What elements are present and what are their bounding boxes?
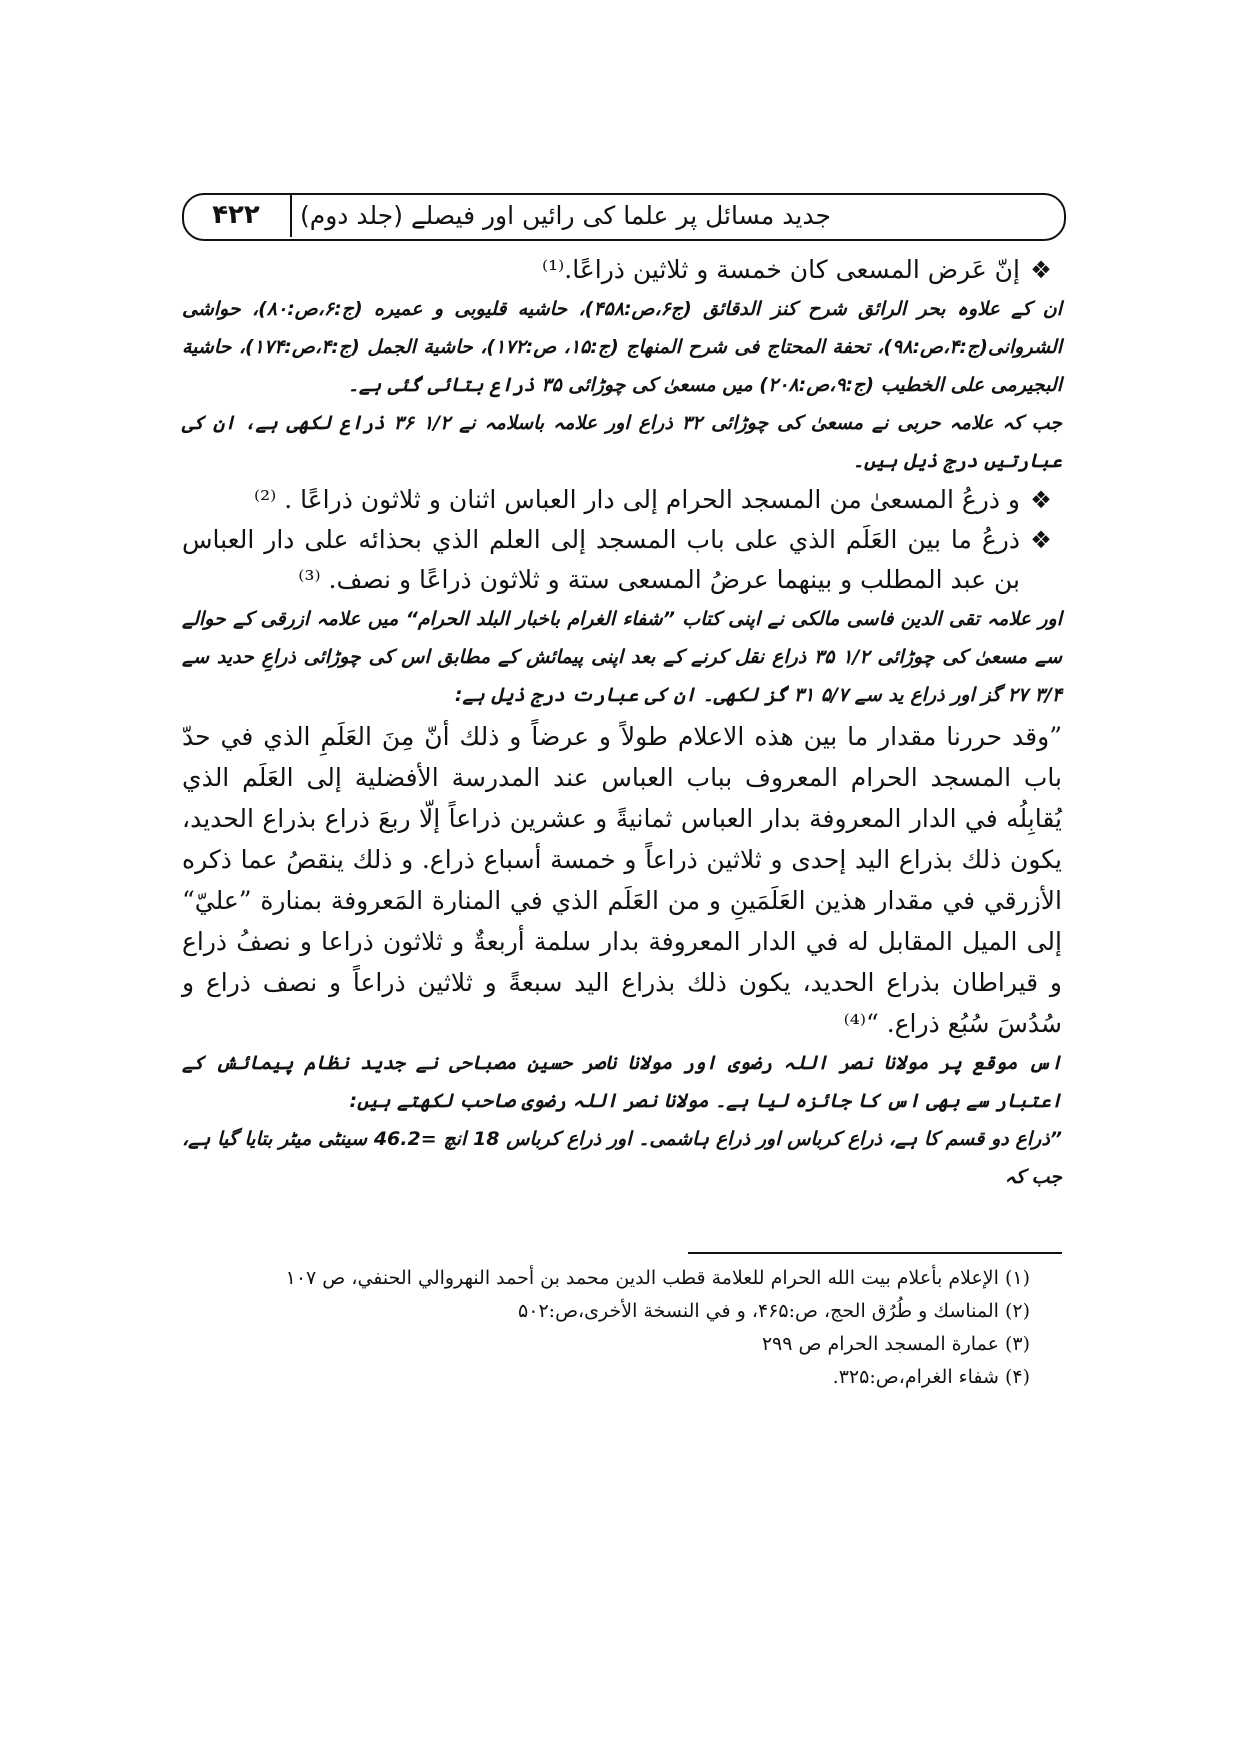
paragraph: اس موقع پر مولانا نصر اللہ رضوی اور مولانا ناصر حسین مصباحی نے جدید نظام پیمائش کے اعتبار سے بھی اس کا جائزہ لیا ہے۔ مولانا نصر اللہ رضوی صاحب لکھتے ہیں: <box>182 1052 1062 1112</box>
page-number: ۴۲۲ <box>182 193 292 237</box>
bullet-item <box>182 480 1062 520</box>
arabic-quote: ذرعُ ما بین العَلَم الذي علی باب المسجد إلی العلم الذي بحذائه علی دار العباس بن عبد المطلب و بینهما عرضُ المسعی ستة و ثلاثون ذراعًا و نصف. ⁽³⁾ <box>182 525 1020 594</box>
paragraph: اور علامہ تقی الدین فاسی مالکی نے اپنی کتاب ”شفاء الغرام باخبار البلد الحرام“ میں علامہ ازرقی کے حوالے سے مسعیٰ کی چوڑائی ۱/۲ ۳۵ ذراع نقل کرنے کے بعد اپنی پیمائش کے مطابق اس کی چوڑائی ذراعِ حدید سے ۳/۴ ۲۷ گز اور ذراع ید سے ۵/۷ ۳۱ گز لکھی۔ ان کی عبارت درج ذیل ہے: <box>182 608 1062 706</box>
diamond-cluster-icon: ❖ <box>1030 256 1052 284</box>
bullet-item <box>182 250 1062 290</box>
footnote: (۱) الإعلام بأعلام بيت الله الحرام للعلامة قطب الدين محمد بن أحمد النهروالي الحنفي، ص ۱۰۷ <box>285 1267 1030 1289</box>
arabic-quote: و ذرعُ المسعیٰ من المسجد الحرام إلی دار العباس اثنان و ثلاثون ذراعًا . ⁽²⁾ <box>254 485 1020 514</box>
diamond-cluster-icon: ❖ <box>1030 526 1052 554</box>
book-title: جدید مسائل پر علما کی رائیں اور فیصلے (جلد دوم) <box>300 200 831 230</box>
block-quote: ”وقد حررنا مقدار ما بین هذه الاعلام طولاً و عرضاً و ذلك أنّ مِنَ العَلَمِ الذي في حدّ باب المسجد الحرام المعروف بباب العباس عند المدرسة الأفضلية إلی العَلَم الذي يُقابِلُه في الدار المعروفة بدار العباس ثمانيةً و عشرين ذراعاً إلّا ربعَ ذراع بذراع الحديد، يكون ذلك بذراع اليد إحدی و ثلاثين ذراعاً و خمسة أسباع ذراع. و ذلك ينقصُ عما ذكره الأزرقي في مقدار هذين العَلَمَينِ و من العَلَم الذي في المنارة المَعروفة بمنارة ”عليّ“ إلی الميل المقابل له في الدار المعروفة بدار سلمة أربعةٌ و ثلاثون ذراعا و نصفُ ذراع و قيراطان بذراع الحديد، يكون ذلك بذراع اليد سبعةً و ثلاثين ذراعاً و نصف ذراع و سُدُسَ سُبُع ذراع. “⁽⁴⁾ <box>182 722 1062 1038</box>
footnote: (۴) شفاء الغرام،ص:۳۲۵. <box>832 1366 1030 1388</box>
footnote: (۳) عمارة المسجد الحرام ص ۲۹۹ <box>761 1333 1030 1355</box>
paragraph: ”ذراع دو قسم کا ہے، ذراع کرباس اور ذراع ہاشمی۔ اور ذراع کرباس 18 انچ =46.2 سینٹی میٹر بتایا گیا ہے، جب کہ <box>182 1128 1063 1188</box>
bullet-item <box>182 520 1062 600</box>
page-body <box>182 250 1062 1196</box>
footnote: (۲) المناسك و طُرُق الحج، ص:۴۶۵، و في النسخة الأخری،ص:۵۰۲ <box>518 1300 1030 1322</box>
paragraph: ان کے علاوہ بحر الرائق شرح کنز الدقائق (ج۶،ص:۴۵۸)، حاشیه قلیوبی و عمیره (ج:۶،ص:۸۰)، حواشی الشروانی(ج:۴،ص:۹۸)، تحفة المحتاج فی شرح المنهاج (ج:۱۵، ص:۱۷۲)، حاشیة الجمل (ج:۴،ص:۱۷۴)، حاشیة البجیرمی علی الخطیب (ج:۹،ص:۲۰۸) میں مسعیٰ کی چوڑائی ۳۵ ذراع بتائی گئی ہے۔ <box>182 298 1062 396</box>
arabic-quote: إنّ عَرض المسعی کان خمسة و ثلاثین ذراعًا.⁽¹⁾ <box>541 255 1020 284</box>
diamond-cluster-icon: ❖ <box>1030 486 1052 514</box>
footnote-divider <box>688 1252 1062 1254</box>
footnotes <box>182 1262 1030 1394</box>
paragraph: جب کہ علامہ حربی نے مسعیٰ کی چوڑائی ۳۲ ذراع اور علامہ باسلامہ نے ۱/۲ ۳۶ ذراع لکھی ہے، ان کی عبارتیں درج ذیل ہیں۔ <box>182 412 1062 472</box>
